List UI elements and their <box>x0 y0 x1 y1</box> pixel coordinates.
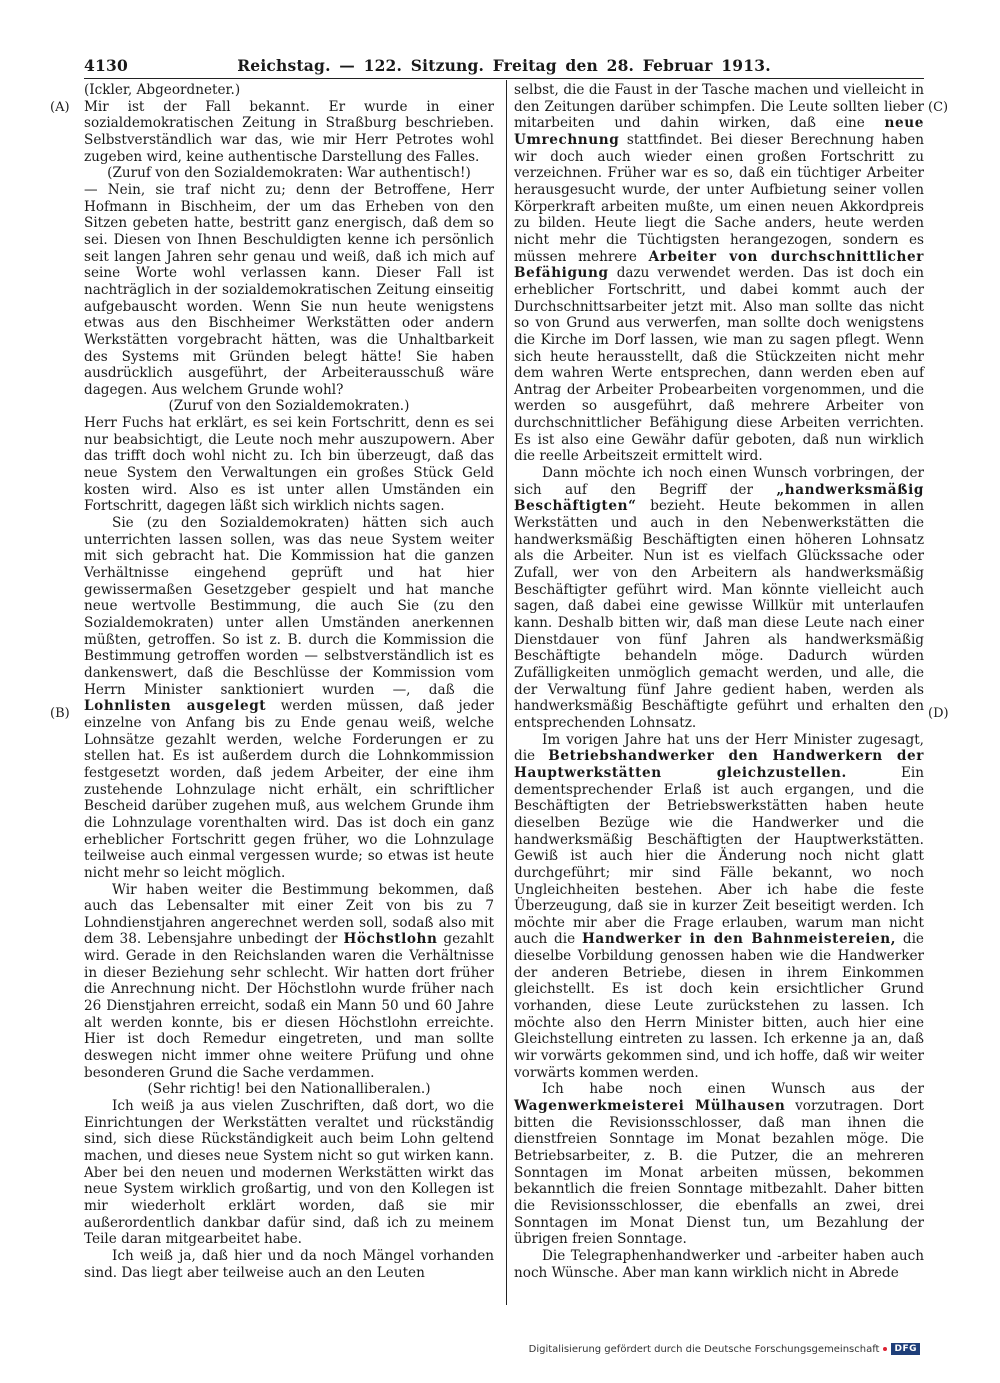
text-run: Ein dementsprechender Erlaß ist auch ergangen, und die Beschäftigten der Betriebswerkstätten haben heute dieselben Bezüge wie die Handwerker und die handwerksmäßig Beschäftigten der Hauptwerkstätten. Gewiß ist auch hier die Änderung noch nicht glatt durchgeführt; mir sind Fälle bekannt, wo noch Ungleichheiten bestehen. Aber ich habe die feste Überzeugung, daß sie in kurzer Zeit beseitigt werden. Ich möchte mir aber die Frage erlauben, warum man nicht auch die <box>514 764 924 948</box>
emphasis-betriebshandwerker: Betriebshandwerker den Handwerkern der Hauptwerkstätten gleichzustellen. <box>514 748 925 781</box>
emphasis-lohnlisten: Lohnlisten ausgelegt <box>84 698 267 715</box>
text-run: selbst, die die Faust in der Tasche machen und vielleicht in den Zeitungen darüber schimpfen. Die Leute sollten lieber mitarbeiten und dahin wirken, daß eine <box>514 82 924 132</box>
paragraph: Ich weiß ja aus vielen Zuschriften, daß dort, wo die Einrichtungen der Werkstätten veraltet und rückständig sind, sich diese Rückständigkeit auch beim Lohn geltend machen, und dieses neue System nicht so gut wirken kann. Aber bei den neuen und modernen Werkstätten wirkt das neue System wirklich großartig, und von den Kollegen ist mir wiederholt erklärt worden, daß sie mir außerordentlich dankbar dafür sind, daß ich zu meinem Teile daran mitgearbeitet habe. <box>84 1098 494 1248</box>
paragraph: — Nein, sie traf nicht zu; denn der Betroffene, Herr Hofmann in Bischheim, der um das Erheben von den Sitzen gebeten hatte, bestritt ganz energisch, daß dem so sei. Diesen von Ihnen Beschuldigten kenne ich persönlich seit langen Jahren sehr genau und weiß, daß ich mich auf seine Worte wohl verlassen kann. Dieser Fall ist nachträglich in der sozialdemokratischen Zeitung einseitig aufgebauscht worden. Wenn Sie nun heute wenigstens etwas aus den Bischheimer Werkstätten oder andern Werkstätten vorgebracht hätten, was die Unhaltbarkeit des Systems mit Gründen belegt hätte! Sie haben ausdrücklich ausgeführt, der Arbeiterausschuß wäre dagegen. Aus welchem Grunde wohl? <box>84 181 494 398</box>
text-run: werden müssen, daß jeder einzelne von Anfang bis zu Ende genau weiß, welche Lohnsätze gezahlt werden, welche Forderungen er zu stellen hat. Es ist außerdem durch die Lohnkommission festgesetzt worden, daß jedem Arbeiter, der eine ihm zustehende Lohnzulage nicht erhält, ein schriftlicher Bescheid darüber zugehen muß, aus welchem Grunde ihm die Lohnzulage vorenthalten wird. Das ist doch ein ganz erheblicher Fortschritt gegen früher, wo die Lohnzulage teilweise auch einmal vergessen wurde; so etwas ist heute nicht mehr so leicht möglich. <box>84 698 494 881</box>
interjection: (Sehr richtig! bei den Nationalliberalen.) <box>147 1081 431 1098</box>
right-column <box>514 82 924 1281</box>
text-run: vorzutragen. Dort bitten die Revisionsschlosser, daß man ihnen die dienstfreien Sonntage im Monat bezahlen möge. Die Betriebsarbeiter, z. B. die Putzer, die an mehreren Sonntagen im Monat arbeiten müssen, bekommen bekanntlich die freien Sonntage mitbezahlt. Daher bitten die Revisionsschlosser, die ebenfalls an zwei, drei Sonntagen im Monat Dienst tun, um Bezahlung der übrigen freien Sonntage. <box>514 1098 924 1248</box>
digitization-footer <box>529 1343 920 1355</box>
emphasis-arbeiter-befaehigung: Arbeiter von durchschnittlicher Befähigung <box>514 248 924 282</box>
text-run: Wir haben weiter die Bestimmung bekommen, daß auch das Lebensalter mit einer Zeit von bis zu 7 Lohndienstjahren angerechnet werden soll, sodaß also mit dem 38. Lebensjahre unbedingt der <box>84 881 494 948</box>
page-header <box>84 52 924 78</box>
paragraph: Ich weiß ja, daß hier und da noch Mängel vorhanden sind. Das liegt aber teilweise auch an den Leuten <box>84 1247 494 1281</box>
text-run: gezahlt wird. Gerade in den Reichslanden waren die Verhältnisse in dieser Beziehung sehr schlecht. Wir hatten dort früher die Anrechnung nicht. Der Höchstlohn wurde früher nach 26 Dienstjahren erreicht, sodaß ein Mann 50 und 60 Jahre alt werden konnte, bis er diesen Höchstlohn erreichte. Hier ist doch Remedur eingetreten, und man sollte deswegen nicht immer ohne weitere Prüfung und ohne besonderen Grund die Sache verdammen. <box>84 931 494 1081</box>
paragraph <box>514 465 924 732</box>
page-number: 4130 <box>84 56 128 75</box>
paragraph <box>514 82 924 465</box>
text-run: stattfindet. Bei dieser Berechnung haben wir doch auch wieder einen großen Fortschritt zu verzeichnen. Früher war es so, daß ein tüchtiger Arbeiter herausgesucht wurde, der unter Aufbietung seiner vollen Körperkraft arbeiten mußte, um einen neuen Akkordpreis zu bilden. Heute liegt die Sache anders, heute werden nicht mehr die Tüchtigsten herangezogen, sondern es müssen mehrere <box>514 131 925 265</box>
paragraph: Herr Fuchs hat erklärt, es sei kein Fortschritt, denn es sei nur beabsichtigt, die Leute noch mehr auszupowern. Aber das trifft doch wohl nicht zu. Ich bin überzeugt, daß das neue System den Verwaltungen ein großes Stück Geld kosten wird. Also es ist unter allen Umständen ein Fortschritt, dagegen läßt sich wirklich nichts sagen. <box>84 415 494 515</box>
emphasis-handwerksmaessig: „handwerksmäßig Beschäftigten“ <box>514 481 924 515</box>
left-column <box>84 82 494 1281</box>
paragraph: Mir ist der Fall bekannt. Er wurde in einer sozialdemokratischen Zeitung in Straßburg beschrieben. Selbstverständlich war das, wie mir Herr Petrotes wohl zugeben wird, keine authentische Darstellung des Falles. <box>84 98 494 165</box>
emphasis-hoechstlohn: Höchstlohn <box>343 931 438 948</box>
footer-text: Digitalisierung gefördert durch die Deutsche Forschungsgemeinschaft <box>528 1343 880 1355</box>
margin-mark-c: (C) <box>928 100 949 115</box>
margin-mark-d: (D) <box>928 706 949 721</box>
text-run: die dieselbe Vorbildung genossen haben wie die Handwerker der anderen Betriebe, diesen in ihrem Einkommen gleichstellt. Es ist doch kein ersichtlicher Grund vorhanden, diese Leute zurückstehen zu lassen. Ich möchte also den Herrn Minister bitten, auch hier eine Gleichstellung eintreten zu lassen. Ich erkenne ja an, daß wir vorwärts gekommen sind, und ich hoffe, daß wir weiter vorwärts kommen werden. <box>514 931 924 1081</box>
interjection: (Zuruf von den Sozialdemokraten: War authentisch!) <box>107 165 471 182</box>
text-run: bezieht. Heute bekommen in allen Werkstätten und auch in den Nebenwerkstätten die handwerksmäßig Beschäftigten einen höheren Lohnsatz als die Arbeiter. Nun ist es vielfach Glückssache oder Zufall, wer von den Arbeitern als handwerksmäßig Beschäftigter geführt wird. Man könnte vielleicht auch sagen, daß dabei eine gewisse Willkür mit unterlaufen kann. Deshalb bitten wir, daß man diese Leute nach einer Dienstdauer von fünf Jahren als handwerksmäßig Beschäftigte behandeln möge. Dadurch würden Zufälligkeiten unmöglich gemacht werden, und alle, die der Verwaltung fünf Jahre gedient haben, werden als handwerksmäßig Beschäftigte geführt und erhalten den entsprechenden Lohnsatz. <box>514 498 924 731</box>
paragraph <box>514 1081 924 1248</box>
paragraph <box>84 515 494 881</box>
paragraph <box>84 882 494 1082</box>
text-run: Ich habe noch einen Wunsch aus der <box>542 1081 924 1098</box>
emphasis-wagenwerkmeisterei: Wagenwerkmeisterei Mülhausen <box>514 1098 786 1115</box>
interjection: (Zuruf von den Sozialdemokraten.) <box>168 398 410 415</box>
paragraph: Die Telegraphenhandwerker und -arbeiter haben auch noch Wünsche. Aber man kann wirklich nicht in Abrede <box>514 1247 924 1281</box>
logo-dot-icon <box>883 1347 887 1351</box>
text-run: dazu verwendet werden. Das ist doch ein erheblicher Fortschritt, und dabei kommt auch der Durchschnittsarbeiter jetzt mit. Also man sollte das nicht so von Grund aus verwerfen, man sollte doch wenigstens die Kirche im Dorf lassen, wie man zu sagen pflegt. Wenn sich heute herausstellt, daß die Stückzeiten nicht mehr dem wahren Werte entsprechen, dann werden eben auf Antrag der Arbeiter Probearbeiten vorgenommen, und die werden so ausgeführt, daß mehrere Arbeiter von durchschnittlicher Befähigung diese Arbeiten verrichten. Es ist also eine Gewähr dafür geboten, daß nun wirklich die reelle Arbeitszeit ermittelt wird. <box>514 265 924 465</box>
margin-mark-b: (B) <box>50 706 70 721</box>
dfg-logo: DFG <box>891 1343 920 1355</box>
paragraph <box>514 732 924 1082</box>
column-divider <box>506 80 507 1305</box>
emphasis-bahnmeistereien: Handwerker in den Bahnmeistereien, <box>581 931 897 948</box>
text-run: Dann möchte ich noch einen Wunsch vorbringen, der sich auf den Begriff der <box>514 465 924 498</box>
running-head: Reichstag. — 122. Sitzung. Freitag den 28. Februar 1913. <box>237 56 771 75</box>
text-run: Im vorigen Jahre hat uns der Herr Minister zugesagt, die <box>514 731 924 765</box>
speaker-line: (Ickler, Abgeordneter.) <box>84 82 241 98</box>
text-run: Sie (zu den Sozialdemokraten) hätten sich auch unterrichten lassen sollen, was das neue System weiter mit sich gebracht hat. Die Kommission hat die ganzen Verhältnisse eingehend geprüft und hat hier gewissermaßen Gesetzgeber gespielt und hat manche neue wertvolle Bestimmung, die auch Sie (zu den Sozialdemokraten) unter allen Umständen anerkennen müßten, getroffen. So ist z. B. durch die Kommission die Bestimmung getroffen worden — selbstverständlich ist es dankenswert, daß die Beschlüsse der Kommission vom Herrn Minister sanktioniert wurden —, daß die <box>84 515 494 698</box>
emphasis-neue-umrechnung: neue Umrechnung <box>514 115 924 148</box>
header-rule <box>84 78 924 79</box>
margin-mark-a: (A) <box>50 100 70 115</box>
